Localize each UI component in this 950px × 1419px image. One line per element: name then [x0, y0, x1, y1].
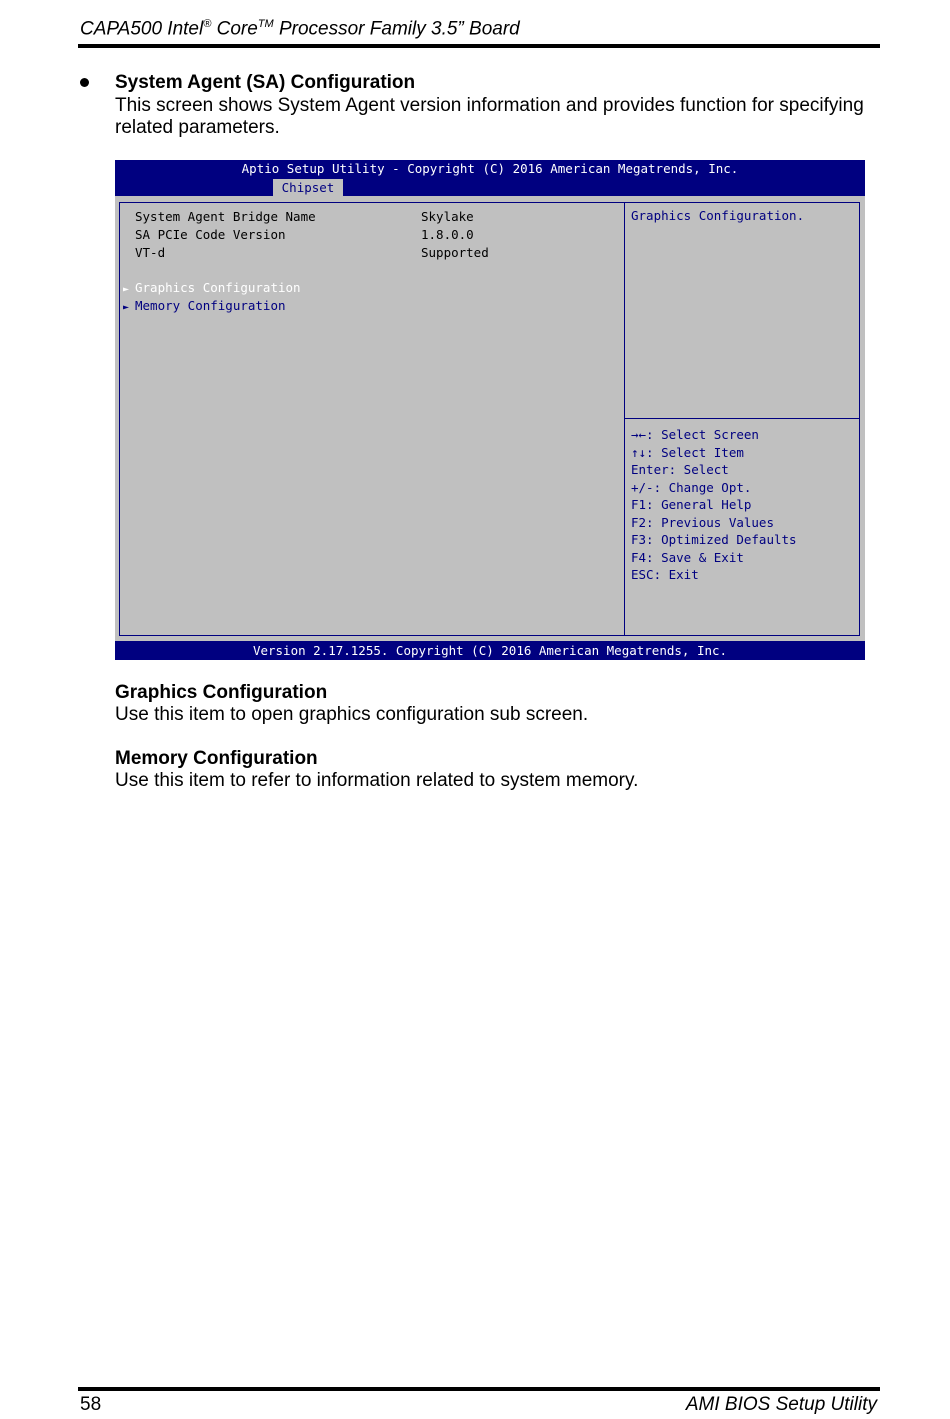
tab-chipset[interactable]: Chipset: [273, 179, 343, 196]
help-text: Graphics Configuration.: [631, 208, 805, 223]
trademark-mark: TM: [257, 18, 274, 30]
footer-rule: [78, 1387, 880, 1391]
info-label: VT-d: [135, 245, 166, 260]
key-esc-exit: ESC: Exit: [631, 567, 699, 582]
bios-title-bar: [115, 160, 865, 196]
key-select-item: ↑↓: Select Item: [631, 444, 744, 460]
info-value: 1.8.0.0: [421, 227, 474, 242]
item-description-memory: Use this item to refer to information related to system memory.: [115, 770, 639, 791]
key-optimized-defaults: F3: Optimized Defaults: [631, 532, 797, 547]
menu-item-graphics-configuration[interactable]: ► Graphics Configuration: [123, 279, 301, 296]
key-save-exit: F4: Save & Exit: [631, 549, 744, 565]
key-enter-select: Enter: Select: [631, 462, 729, 477]
footer-title: AMI BIOS Setup Utility: [685, 1394, 877, 1415]
menu-item-memory-configuration[interactable]: ► Memory Configuration: [123, 297, 286, 314]
header-rule: [78, 44, 880, 48]
section-title: System Agent (SA) Configuration: [115, 72, 416, 93]
key-previous-values: F2: Previous Values: [631, 514, 774, 530]
bios-version-bar: Version 2.17.1255. Copyright (C) 2016 American Megatrends, Inc.: [115, 641, 865, 660]
bullet-icon: [80, 78, 89, 87]
item-description-graphics: Use this item to open graphics configuration sub screen.: [115, 704, 589, 725]
bios-divider-vertical: [624, 202, 625, 636]
key-select-screen: →←: Select Screen: [631, 427, 759, 442]
page-header: CAPA500 Intel® Core™ Processor Family 3.5” Board: [80, 18, 520, 40]
registered-mark: ®: [203, 18, 212, 30]
item-title-graphics: Graphics Configuration: [115, 682, 328, 703]
key-change-opt: +/-: Change Opt.: [631, 479, 752, 495]
info-label: SA PCIe Code Version: [135, 227, 286, 242]
bios-screenshot: [115, 160, 865, 660]
submenu-arrow-icon: ►: [123, 284, 130, 295]
key-legend: [631, 426, 797, 584]
info-value: Skylake: [421, 209, 474, 224]
submenu-arrow-icon: ►: [123, 302, 130, 313]
info-value: Supported: [421, 245, 489, 260]
key-general-help: F1: General Help: [631, 497, 752, 512]
bios-title: Aptio Setup Utility - Copyright (C) 2016 American Megatrends, Inc.: [241, 161, 739, 176]
page-number: 58: [80, 1394, 102, 1415]
item-title-memory: Memory Configuration: [115, 748, 318, 769]
info-label: System Agent Bridge Name: [135, 209, 316, 224]
bios-divider-horizontal: [625, 418, 859, 419]
section-description: This screen shows System Agent version information and provides function for specifying related parameters.: [115, 95, 864, 138]
